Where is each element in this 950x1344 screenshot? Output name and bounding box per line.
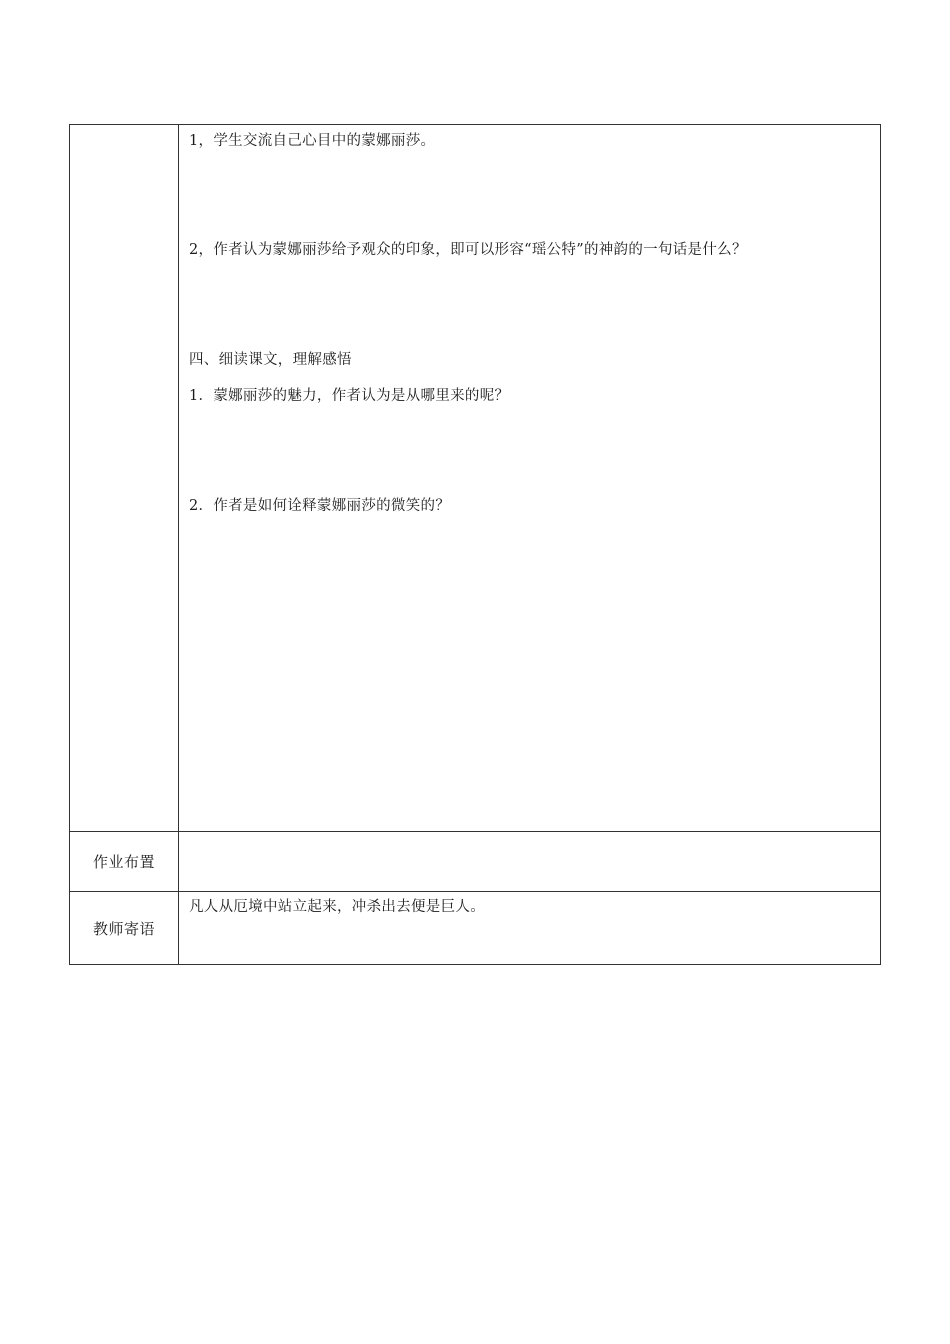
question-2: 2，作者认为蒙娜丽莎给予观众的印象，即可以形容“瑶公特”的神韵的一句话是什么？ <box>189 242 747 258</box>
section-4-question-1: 1．蒙娜丽莎的魅力，作者认为是从哪里来的呢？ <box>189 388 510 404</box>
activity-label-cell <box>70 125 179 832</box>
teacher-message-text: 凡人从厄境中站立起来，冲杀出去便是巨人。 <box>189 899 485 915</box>
teacher-message-row <box>70 892 881 965</box>
homework-label: 作业布置 <box>70 832 179 892</box>
teacher-message-cell <box>179 892 881 965</box>
lesson-plan-table <box>69 124 881 965</box>
homework-content <box>179 832 881 892</box>
activity-content-cell <box>179 125 881 832</box>
teacher-message-label: 教师寄语 <box>70 892 179 965</box>
section-4-question-2: 2．作者是如何诠释蒙娜丽莎的微笑的？ <box>189 498 451 514</box>
activity-row <box>70 125 881 832</box>
section-4-title: 四、细读课文，理解感悟 <box>189 352 352 368</box>
question-1: 1，学生交流自己心目中的蒙娜丽莎。 <box>189 133 436 149</box>
homework-row <box>70 832 881 892</box>
